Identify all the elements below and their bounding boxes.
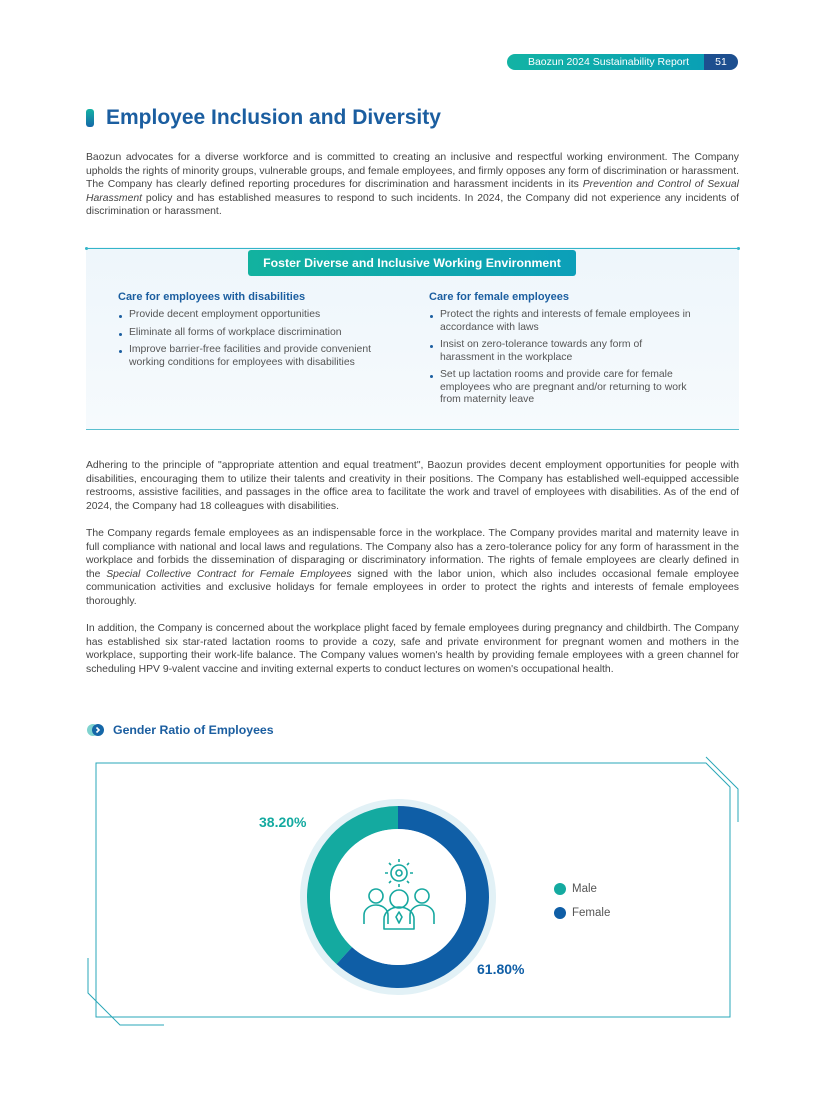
legend-item-female [554,901,610,925]
disabilities-paragraph: Adhering to the principle of "appropriate attention and equal treatment", Baozun provides decent employment opportunities for people with disabilities, encouraging them to utilize their talents and creativity in their positions. The Company has established well-equipped accessible restrooms, assistive facilities, and passages in the office area to facilitate the work and travel of employees with disabilities. As of the end of 2024, the Company had 18 colleagues with disabilities. [86,460,739,512]
male-swatch [554,883,566,895]
legend-label-male: Male [572,883,597,895]
page-title: Employee Inclusion and Diversity [106,106,441,129]
pregnancy-paragraph: In addition, the Company is concerned about the workplace plight faced by female employees during pregnancy and childbirth. The Company has established six star-rated lactation rooms to provide a cozy, safe and private environment for pregnant women and mothers in the workplace, supporting their work-life balance. The Company values women's health by providing female employees with a green channel for scheduling HPV 9-valent vaccine and inviting external experts to conduct lectures on women's occupational health. [86,623,739,675]
contract-name: Special Collective Contract for Female Employees [106,568,352,580]
female-text-2: signed with the labor union, which also includes occasional female employee communication activities and exclusive holidays for female employees in order to protect the rights and interests of female employees thoroughly. [86,568,739,607]
legend-label-female: Female [572,907,611,919]
page-number: 51 [704,54,738,70]
intro-text-2: policy and has established measures to respond to such incidents. In 2024, the Company did not experience any incidents of discrimination or harassment. [86,192,739,218]
intro-text-1: Baozun advocates for a diverse workforce and is committed to creating an inclusive and respectful working environment. The Company upholds the rights of minority groups, vulnerable groups, and female employees, and firmly opposes any form of discrimination or harassment. The Company has clearly defined reporting procedures for discrimination and harassment incidents in its [86,152,739,191]
female-swatch [554,907,566,919]
list-item: Insist on zero-tolerance towards any form of harassment in the workplace [429,339,719,364]
chart-legend [554,877,610,925]
list-item: Provide decent employment opportunities [118,309,403,322]
report-title: Baozun 2024 Sustainability Report [507,54,704,70]
male-value-label: 38.20% [259,814,307,830]
legend-item-male [554,877,610,901]
female-heading: Care for female employees [429,291,570,303]
box-title: Foster Diverse and Inclusive Working Environment [248,250,576,276]
female-text-1: The Company regards female employees as an indispensable force in the workplace. The Company provides marital and maternity leave in full compliance with national and local laws and regulations. The Company also has a zero-tolerance policy for any form of harassment in the workplace and forbids the dissemination of disparaging or discriminatory information. The rights of female employees are clearly defined in the [86,528,739,580]
disabilities-heading: Care for employees with disabilities [118,291,306,303]
female-value-label: 61.80% [477,961,525,977]
list-item: Protect the rights and interests of female employees in accordance with laws [429,309,719,334]
list-item: Set up lactation rooms and provide care for female employees who are pregnant and/or returning to work from maternity leave [429,369,719,407]
chart-title: Gender Ratio of Employees [113,723,274,737]
list-item: Improve barrier-free facilities and provide convenient working conditions for employees with disabilities [118,344,403,369]
list-item: Eliminate all forms of workplace discrimination [118,327,403,340]
intro-policy-name: Prevention and Control of Sexual Harassment [86,179,739,204]
donut-hole [330,829,466,965]
